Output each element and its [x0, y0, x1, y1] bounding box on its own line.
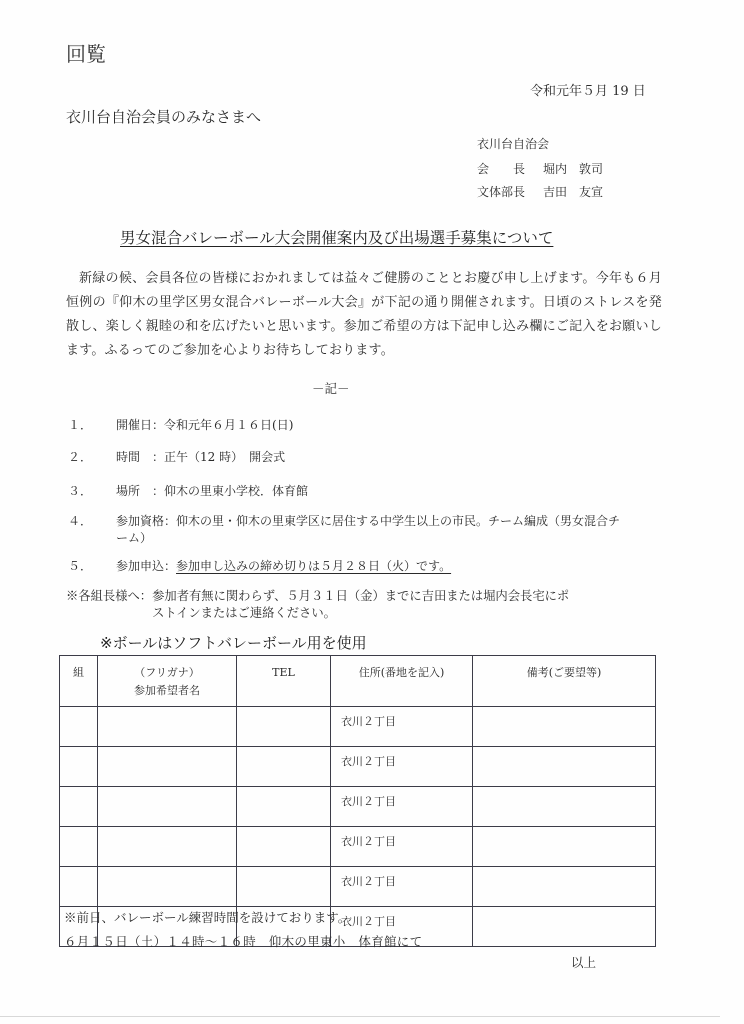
- document-title: 男女混合バレーボール大会開催案内及び出場選手募集について: [120, 229, 554, 247]
- sender-role: 会 長: [477, 162, 526, 176]
- item-label: 参加申込: [116, 559, 165, 573]
- header-participant-name: 参加希望者名: [134, 684, 200, 697]
- item-number: ２．: [68, 450, 93, 464]
- deadline-text: 参加申し込みの締め切りは５月２８日（火）です。: [176, 559, 452, 573]
- detail-item-eligibility: [68, 513, 643, 547]
- cell-name[interactable]: [98, 787, 237, 827]
- sender-name: 吉田 友宣: [543, 185, 604, 199]
- cell-address[interactable]: 衣川２丁目: [331, 747, 473, 787]
- cell-remarks[interactable]: [473, 867, 656, 907]
- cell-remarks[interactable]: [473, 707, 656, 747]
- item-label: 参加資格: [116, 514, 165, 528]
- detail-item-application: [68, 557, 451, 574]
- item-number: １．: [68, 418, 93, 432]
- cell-group[interactable]: [60, 827, 98, 867]
- cell-tel[interactable]: [237, 747, 331, 787]
- cell-address[interactable]: 衣川２丁目: [331, 707, 473, 747]
- ball-note: ※ボールはソフトバレーボール用を使用: [100, 634, 367, 652]
- issue-date: 令和元年５月 19 日: [530, 84, 646, 99]
- item-number: ３．: [68, 484, 93, 498]
- cell-name[interactable]: [98, 867, 237, 907]
- closing-mark: 以上: [571, 955, 597, 970]
- cell-remarks[interactable]: [473, 787, 656, 827]
- ki-marker: －記－: [312, 381, 350, 396]
- header-group: 組: [60, 656, 98, 707]
- item-label: 開催日: [116, 418, 153, 432]
- table-row: [60, 747, 656, 787]
- practice-schedule: ６月１５日（土）１４時～１６時 仰木の里東小 体育館にて: [64, 934, 423, 949]
- cell-remarks[interactable]: [473, 747, 656, 787]
- addressee: 衣川台自治会員のみなさまへ: [66, 108, 262, 126]
- cell-group[interactable]: [60, 707, 98, 747]
- header-address: 住所(番地を記入): [331, 656, 473, 707]
- notice-label: ※各組長様へ：: [66, 589, 153, 603]
- header-furigana: （フリガナ）: [134, 666, 200, 679]
- sender-role: 文体部長: [477, 185, 526, 199]
- item-value: ：仰木の里東小学校．体育館: [152, 484, 309, 498]
- cell-group[interactable]: [60, 787, 98, 827]
- table-row: [60, 827, 656, 867]
- sender-line-president: [477, 160, 603, 177]
- item-value: ：令和元年６月１６日(日): [152, 418, 294, 432]
- group-leader-notice: [66, 588, 666, 622]
- item-label: 時間: [116, 450, 153, 464]
- header-name: [98, 656, 237, 707]
- cell-name[interactable]: [98, 707, 237, 747]
- cell-remarks[interactable]: [473, 907, 656, 947]
- header-tel: TEL: [237, 656, 331, 707]
- sender-name: 堀内 敦司: [543, 162, 604, 176]
- item-label: 場所: [116, 484, 153, 498]
- detail-item-place: [68, 482, 308, 499]
- cell-tel[interactable]: [237, 787, 331, 827]
- detail-item-date: [68, 416, 293, 433]
- sender-line-culture-sports: [477, 183, 603, 200]
- item-number: ５．: [68, 559, 93, 573]
- cell-address[interactable]: 衣川２丁目: [331, 827, 473, 867]
- cell-tel[interactable]: [237, 827, 331, 867]
- table-header-row: [60, 656, 656, 707]
- sender-organization: 衣川台自治会: [477, 137, 550, 151]
- cell-tel[interactable]: [237, 707, 331, 747]
- cell-name[interactable]: [98, 747, 237, 787]
- item-number: ４．: [68, 514, 93, 528]
- item-value: ：正午（12 時） 開会式: [152, 450, 286, 464]
- body-paragraph: 新緑の候、会員各位の皆様におかれましては益々ご健勝のこととお慶び申し上げます。今年も６月恒例の『仰木の里学区男女混合バレーボール大会』が下記の通り開催されます。日頃のストレスを発散し、楽しく親睦の和を広げたいと思います。参加ご希望の方は下記申し込み欄にご記入をお願いします。ふるってのご参加を心よりお待ちしております。: [66, 271, 662, 358]
- cell-name[interactable]: [98, 827, 237, 867]
- item-prefix: ：: [164, 559, 177, 573]
- cell-address[interactable]: 衣川２丁目: [331, 867, 473, 907]
- cell-address[interactable]: 衣川２丁目: [331, 787, 473, 827]
- header-remarks: 備考(ご要望等): [473, 656, 656, 707]
- practice-note: ※前日、バレーボール練習時間を設けております。: [64, 910, 351, 925]
- table-row: [60, 707, 656, 747]
- cell-address[interactable]: 衣川２丁目: [331, 907, 473, 947]
- table-row: [60, 787, 656, 827]
- notice-text: 参加者有無に関わらず、５月３１日（金）までに吉田または堀内会長宅にポストインまたはご連絡ください。: [152, 589, 570, 620]
- item-value: ：仰木の里・仰木の里東学区に居住する中学生以上の市民。チーム編成（男女混合チーム）: [116, 514, 621, 545]
- scan-edge-divider: [0, 1016, 720, 1017]
- table-row: [60, 867, 656, 907]
- entry-form-table: [59, 655, 656, 947]
- detail-item-time: [68, 448, 285, 465]
- cell-group[interactable]: [60, 867, 98, 907]
- cell-tel[interactable]: [237, 867, 331, 907]
- document-type-heading: 回覧: [66, 42, 106, 66]
- cell-group[interactable]: [60, 747, 98, 787]
- cell-remarks[interactable]: [473, 827, 656, 867]
